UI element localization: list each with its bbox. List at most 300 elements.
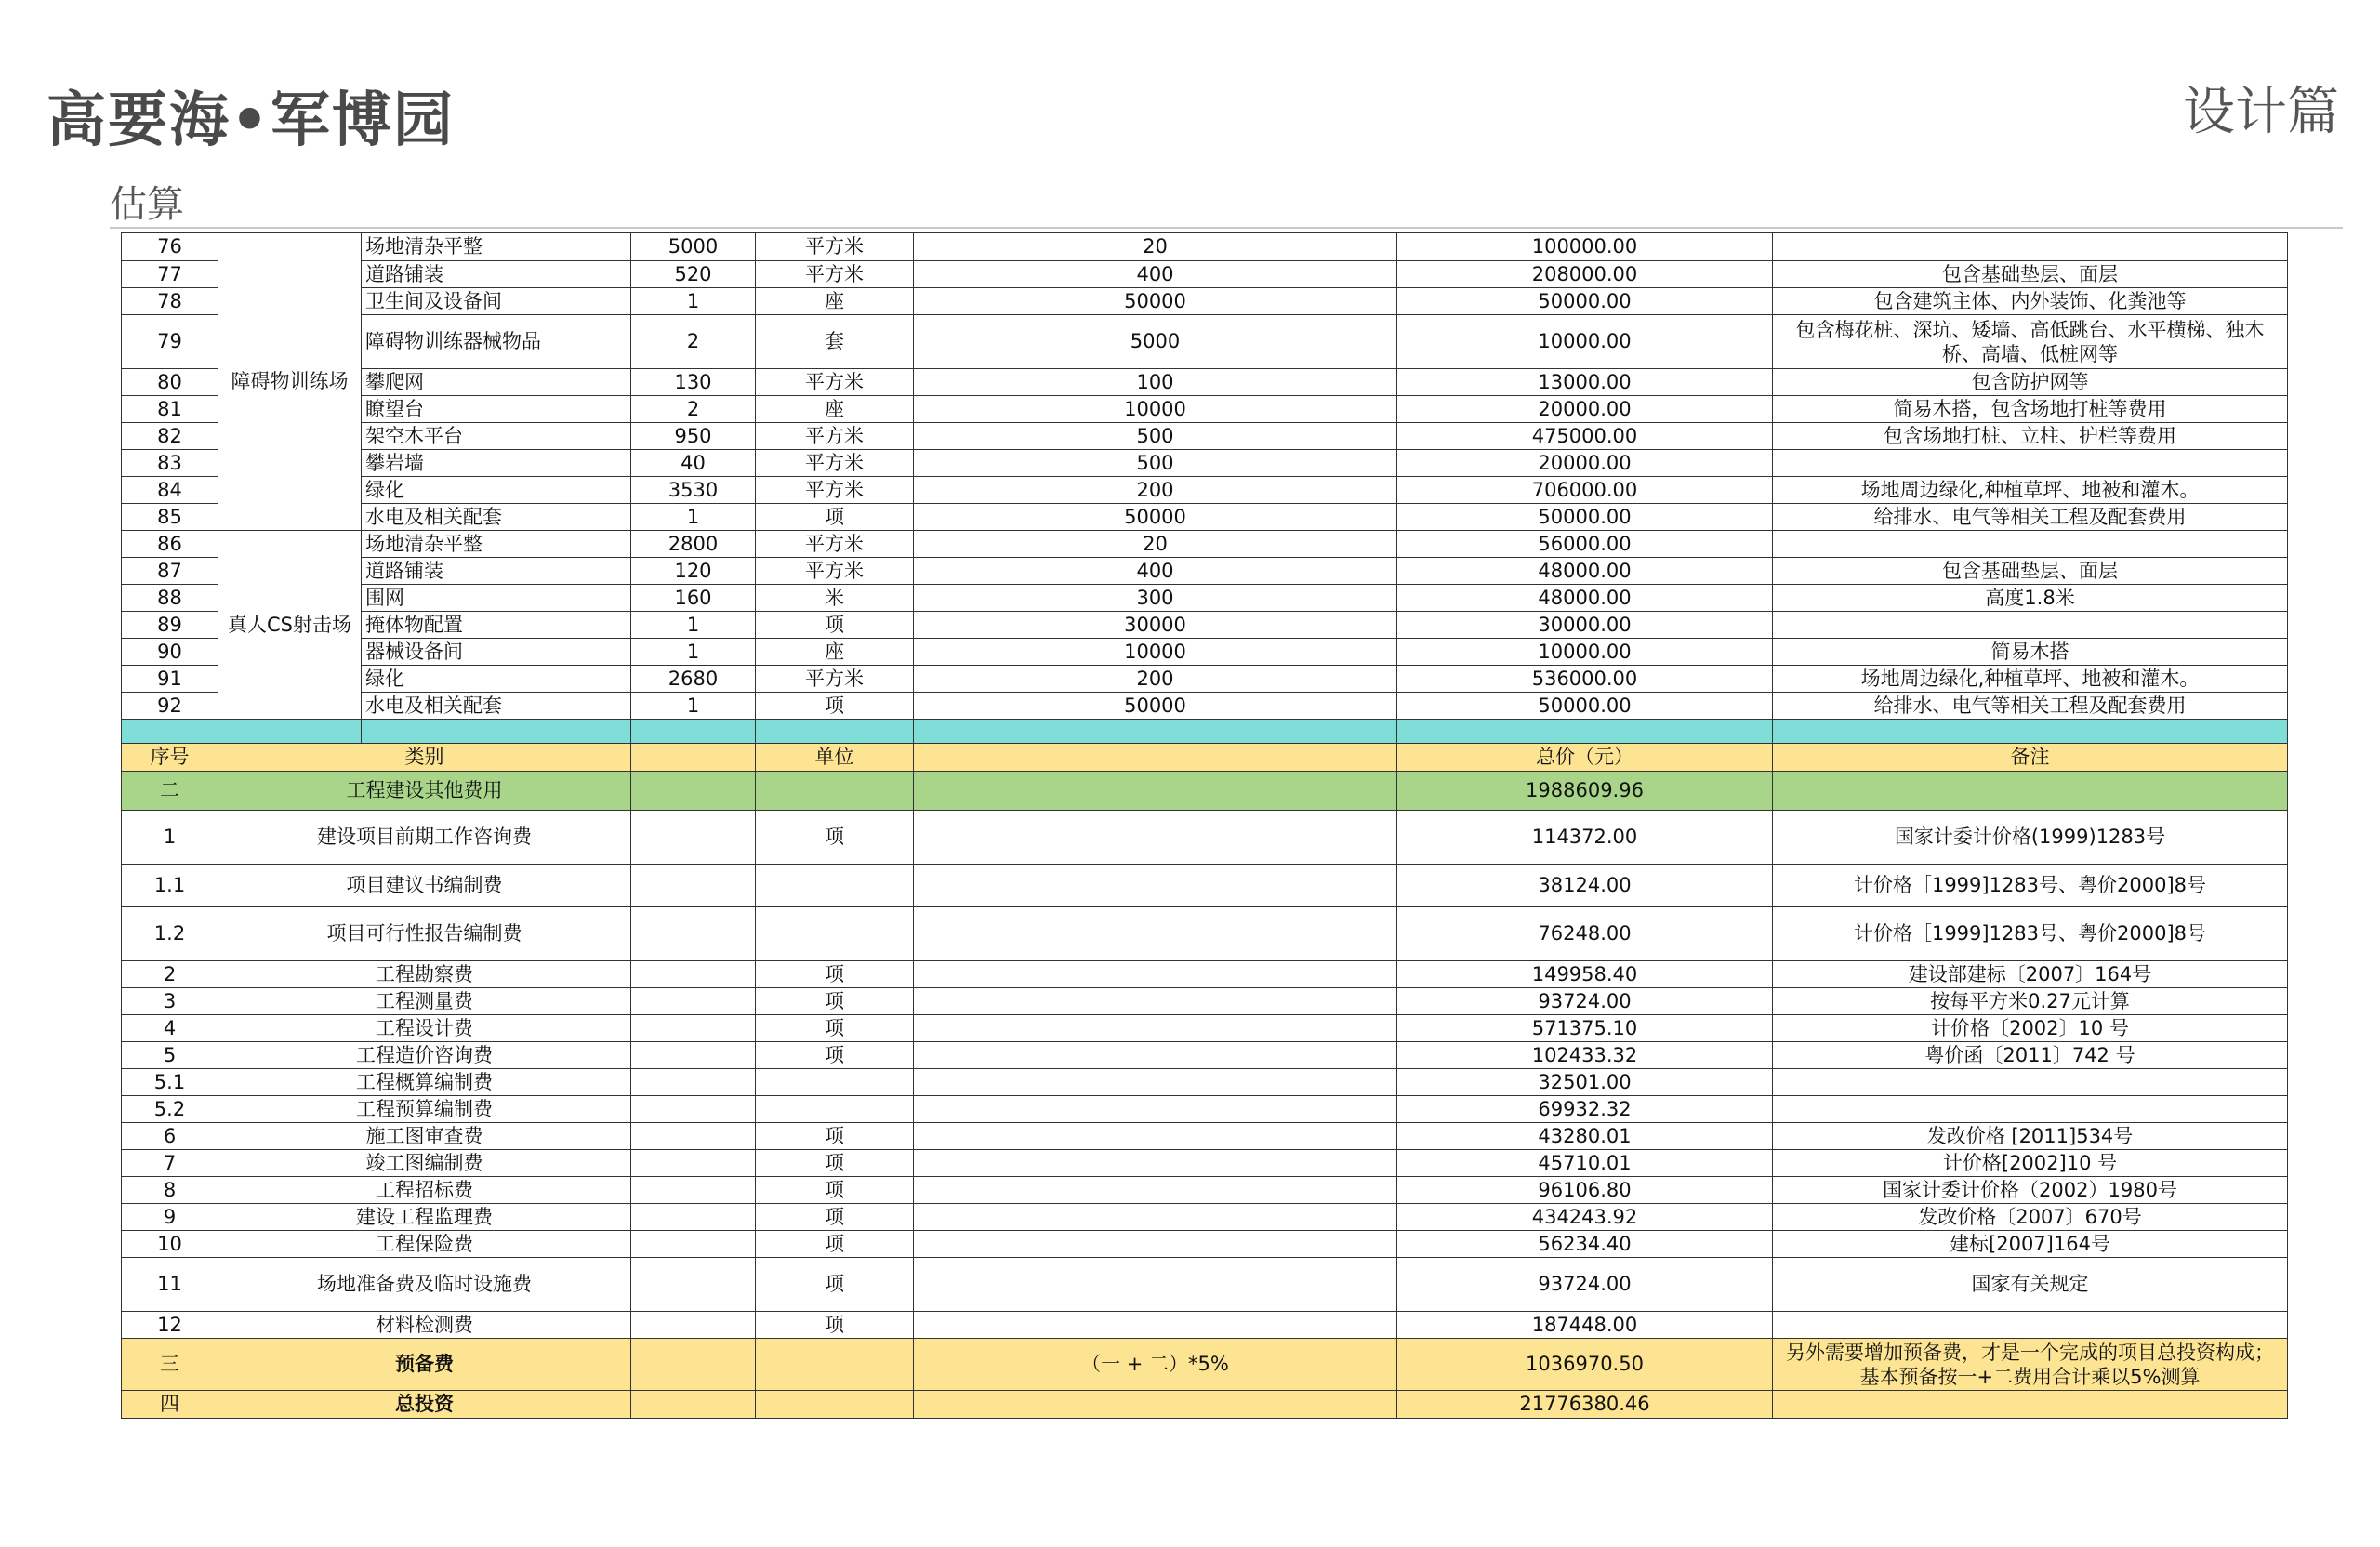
empty-cell xyxy=(914,1391,1397,1419)
empty-cell xyxy=(631,1177,756,1204)
spacer-cell xyxy=(1773,720,2288,744)
unit-cell: 项 xyxy=(756,1258,914,1312)
unit-cell: 座 xyxy=(756,288,914,315)
quantity-cell: 1 xyxy=(631,693,756,720)
quantity-cell: 1 xyxy=(631,288,756,315)
unit-cell xyxy=(756,1096,914,1123)
unit-cell: 平方米 xyxy=(756,233,914,261)
table-row xyxy=(122,720,2288,744)
row-number-cell: 2 xyxy=(122,961,218,988)
unit-cell xyxy=(756,907,914,961)
table-row xyxy=(122,744,2288,772)
item-name-cell: 围网 xyxy=(362,585,631,612)
empty-cell xyxy=(914,1204,1397,1231)
note-cell: 国家计委计价格（2002）1980号 xyxy=(1773,1177,2288,1204)
quantity-cell: 40 xyxy=(631,450,756,477)
title-divider xyxy=(110,227,2343,229)
row-number-cell: 7 xyxy=(122,1150,218,1177)
fee-name-cell: 项目建议书编制费 xyxy=(218,865,631,907)
empty-cell xyxy=(914,1258,1397,1312)
table-row xyxy=(122,1339,2288,1391)
reserve-total: 1036970.50 xyxy=(1397,1339,1773,1391)
note-cell xyxy=(1773,1069,2288,1096)
item-name-cell: 瞭望台 xyxy=(362,396,631,423)
table-row xyxy=(122,477,2288,504)
total-cell: 10000.00 xyxy=(1397,639,1773,666)
table-row xyxy=(122,1042,2288,1069)
total-cell: 10000.00 xyxy=(1397,315,1773,369)
note-cell xyxy=(1773,233,2288,261)
note-cell: 包含梅花桩、深坑、矮墙、高低跳台、水平横梯、独木桥、高墙、低桩网等 xyxy=(1773,315,2288,369)
empty-cell xyxy=(914,1177,1397,1204)
unit-cell: 项 xyxy=(756,811,914,865)
total-cell: 571375.10 xyxy=(1397,1015,1773,1042)
table-row xyxy=(122,666,2288,693)
total-cell: 50000.00 xyxy=(1397,693,1773,720)
section-name: 工程建设其他费用 xyxy=(218,772,631,811)
note-cell: 包含基础垫层、面层 xyxy=(1773,261,2288,288)
total-cell: 48000.00 xyxy=(1397,558,1773,585)
fee-name-cell: 建设工程监理费 xyxy=(218,1204,631,1231)
empty-cell xyxy=(914,1096,1397,1123)
table-row xyxy=(122,558,2288,585)
note-cell: 场地周边绿化,种植草坪、地被和灌木。 xyxy=(1773,666,2288,693)
section-total: 1988609.96 xyxy=(1397,772,1773,811)
note-cell xyxy=(1773,531,2288,558)
empty-cell xyxy=(914,1069,1397,1096)
unit-price-cell: 10000 xyxy=(914,396,1397,423)
brand-title: 高要海•军博园 xyxy=(46,86,455,155)
row-number-cell: 76 xyxy=(122,233,218,261)
unit-cell: 项 xyxy=(756,988,914,1015)
reserve-formula: （一 + 二）*5% xyxy=(914,1339,1397,1391)
fee-name-cell: 工程保险费 xyxy=(218,1231,631,1258)
unit-cell: 平方米 xyxy=(756,666,914,693)
table-row xyxy=(122,531,2288,558)
note-cell: 计价格〔2002〕10 号 xyxy=(1773,1015,2288,1042)
spacer-cell xyxy=(362,720,631,744)
row-number-cell: 1.2 xyxy=(122,907,218,961)
note-cell: 计价格［1999]1283号、粤价2000]8号 xyxy=(1773,865,2288,907)
empty-cell xyxy=(631,1123,756,1150)
empty-cell xyxy=(1773,772,2288,811)
fee-name-cell: 竣工图编制费 xyxy=(218,1150,631,1177)
unit-cell: 座 xyxy=(756,639,914,666)
note-cell xyxy=(1773,1312,2288,1339)
empty-cell xyxy=(631,1042,756,1069)
table-row xyxy=(122,693,2288,720)
unit-cell: 平方米 xyxy=(756,450,914,477)
table-row xyxy=(122,396,2288,423)
row-number-cell: 82 xyxy=(122,423,218,450)
unit-cell: 项 xyxy=(756,1123,914,1150)
unit-cell xyxy=(756,1069,914,1096)
unit-cell: 项 xyxy=(756,1204,914,1231)
unit-cell: 座 xyxy=(756,396,914,423)
empty-cell xyxy=(631,1312,756,1339)
total-cell: 56234.40 xyxy=(1397,1231,1773,1258)
group-cell: 真人CS射击场 xyxy=(218,531,362,720)
quantity-cell: 2 xyxy=(631,315,756,369)
note-cell: 包含基础垫层、面层 xyxy=(1773,558,2288,585)
note-cell xyxy=(1773,1096,2288,1123)
quantity-cell: 520 xyxy=(631,261,756,288)
fee-name-cell: 工程造价咨询费 xyxy=(218,1042,631,1069)
row-number-cell: 78 xyxy=(122,288,218,315)
spacer-cell xyxy=(914,720,1397,744)
table-row xyxy=(122,261,2288,288)
header-total: 总价（元） xyxy=(1397,744,1773,772)
group-cell: 障碍物训练场 xyxy=(218,233,362,531)
empty-cell xyxy=(914,988,1397,1015)
row-number-cell: 5.2 xyxy=(122,1096,218,1123)
empty-cell xyxy=(631,1391,756,1419)
unit-cell: 项 xyxy=(756,1231,914,1258)
note-cell: 建标[2007]164号 xyxy=(1773,1231,2288,1258)
empty-cell xyxy=(1773,1391,2288,1419)
table-row xyxy=(122,961,2288,988)
empty-cell xyxy=(631,1231,756,1258)
note-cell: 国家有关规定 xyxy=(1773,1258,2288,1312)
unit-price-cell: 200 xyxy=(914,477,1397,504)
item-name-cell: 水电及相关配套 xyxy=(362,504,631,531)
quantity-cell: 160 xyxy=(631,585,756,612)
total-cell: 43280.01 xyxy=(1397,1123,1773,1150)
note-cell: 发改价格〔2007〕670号 xyxy=(1773,1204,2288,1231)
table-row xyxy=(122,369,2288,396)
table-row xyxy=(122,288,2288,315)
unit-cell: 平方米 xyxy=(756,531,914,558)
unit-price-cell: 500 xyxy=(914,450,1397,477)
grand-total-value: 21776380.46 xyxy=(1397,1391,1773,1419)
empty-cell xyxy=(914,865,1397,907)
row-number-cell: 6 xyxy=(122,1123,218,1150)
table-row xyxy=(122,1123,2288,1150)
unit-price-cell: 50000 xyxy=(914,504,1397,531)
note-cell: 按每平方米0.27元计算 xyxy=(1773,988,2288,1015)
table-row xyxy=(122,504,2288,531)
section-number: 二 xyxy=(122,772,218,811)
total-cell: 76248.00 xyxy=(1397,907,1773,961)
empty-cell xyxy=(631,1339,756,1391)
quantity-cell: 120 xyxy=(631,558,756,585)
row-number-cell: 5.1 xyxy=(122,1069,218,1096)
unit-cell: 项 xyxy=(756,693,914,720)
item-name-cell: 攀爬网 xyxy=(362,369,631,396)
fee-name-cell: 工程勘察费 xyxy=(218,961,631,988)
quantity-cell: 950 xyxy=(631,423,756,450)
header-empty xyxy=(914,744,1397,772)
header-note: 备注 xyxy=(1773,744,2288,772)
note-cell: 简易木搭，包含场地打桩等费用 xyxy=(1773,396,2288,423)
item-name-cell: 架空木平台 xyxy=(362,423,631,450)
unit-price-cell: 30000 xyxy=(914,612,1397,639)
table-row xyxy=(122,1312,2288,1339)
unit-cell: 项 xyxy=(756,1042,914,1069)
unit-cell: 项 xyxy=(756,1015,914,1042)
note-cell: 高度1.8米 xyxy=(1773,585,2288,612)
total-cell: 38124.00 xyxy=(1397,865,1773,907)
total-cell: 50000.00 xyxy=(1397,504,1773,531)
header-empty xyxy=(631,744,756,772)
empty-cell xyxy=(631,1204,756,1231)
empty-cell xyxy=(756,772,914,811)
unit-price-cell: 20 xyxy=(914,233,1397,261)
row-number-cell: 92 xyxy=(122,693,218,720)
empty-cell xyxy=(756,1339,914,1391)
unit-cell: 项 xyxy=(756,961,914,988)
row-number-cell: 79 xyxy=(122,315,218,369)
row-number-cell: 91 xyxy=(122,666,218,693)
total-cell: 48000.00 xyxy=(1397,585,1773,612)
row-number-cell: 10 xyxy=(122,1231,218,1258)
empty-cell xyxy=(914,1123,1397,1150)
quantity-cell: 130 xyxy=(631,369,756,396)
note-cell: 计价格［1999]1283号、粤价2000]8号 xyxy=(1773,907,2288,961)
table-row xyxy=(122,450,2288,477)
table-row xyxy=(122,772,2288,811)
total-cell: 706000.00 xyxy=(1397,477,1773,504)
fee-name-cell: 施工图审查费 xyxy=(218,1123,631,1150)
fee-name-cell: 工程预算编制费 xyxy=(218,1096,631,1123)
fee-name-cell: 场地准备费及临时设施费 xyxy=(218,1258,631,1312)
note-cell: 建设部建标〔2007〕164号 xyxy=(1773,961,2288,988)
empty-cell xyxy=(631,1069,756,1096)
note-cell: 国家计委计价格(1999)1283号 xyxy=(1773,811,2288,865)
row-number-cell: 4 xyxy=(122,1015,218,1042)
item-name-cell: 攀岩墙 xyxy=(362,450,631,477)
empty-cell xyxy=(914,811,1397,865)
empty-cell xyxy=(631,811,756,865)
note-cell: 粤价函〔2011〕742 号 xyxy=(1773,1042,2288,1069)
unit-price-cell: 200 xyxy=(914,666,1397,693)
empty-cell xyxy=(914,1150,1397,1177)
total-cell: 102433.32 xyxy=(1397,1042,1773,1069)
empty-cell xyxy=(631,1258,756,1312)
row-number-cell: 12 xyxy=(122,1312,218,1339)
table-row xyxy=(122,988,2288,1015)
empty-cell xyxy=(914,1312,1397,1339)
header-unit: 单位 xyxy=(756,744,914,772)
fee-name-cell: 项目可行性报告编制费 xyxy=(218,907,631,961)
empty-cell xyxy=(631,1015,756,1042)
total-cell: 13000.00 xyxy=(1397,369,1773,396)
table-row xyxy=(122,1258,2288,1312)
empty-cell xyxy=(914,1231,1397,1258)
total-cell: 20000.00 xyxy=(1397,396,1773,423)
unit-price-cell: 400 xyxy=(914,558,1397,585)
item-name-cell: 场地清杂平整 xyxy=(362,531,631,558)
fee-name-cell: 工程概算编制费 xyxy=(218,1069,631,1096)
quantity-cell: 2680 xyxy=(631,666,756,693)
total-cell: 93724.00 xyxy=(1397,1258,1773,1312)
note-cell: 计价格[2002]10 号 xyxy=(1773,1150,2288,1177)
table-row xyxy=(122,1177,2288,1204)
empty-cell xyxy=(631,988,756,1015)
quantity-cell: 2 xyxy=(631,396,756,423)
fee-name-cell: 工程招标费 xyxy=(218,1177,631,1204)
unit-cell: 米 xyxy=(756,585,914,612)
table-row xyxy=(122,1231,2288,1258)
row-number-cell: 83 xyxy=(122,450,218,477)
row-number-cell: 80 xyxy=(122,369,218,396)
item-name-cell: 绿化 xyxy=(362,477,631,504)
empty-cell xyxy=(631,865,756,907)
section-title: 设计篇 xyxy=(2183,82,2339,142)
section-number: 三 xyxy=(122,1339,218,1391)
empty-cell xyxy=(631,1150,756,1177)
fee-name-cell: 建设项目前期工作咨询费 xyxy=(218,811,631,865)
total-cell: 30000.00 xyxy=(1397,612,1773,639)
note-cell: 简易木搭 xyxy=(1773,639,2288,666)
row-number-cell: 3 xyxy=(122,988,218,1015)
spacer-cell xyxy=(122,720,218,744)
header-category: 类别 xyxy=(218,744,631,772)
table-row xyxy=(122,639,2288,666)
empty-cell xyxy=(914,772,1397,811)
row-number-cell: 89 xyxy=(122,612,218,639)
table-row xyxy=(122,1391,2288,1419)
unit-price-cell: 20 xyxy=(914,531,1397,558)
unit-cell: 套 xyxy=(756,315,914,369)
row-number-cell: 1.1 xyxy=(122,865,218,907)
empty-cell xyxy=(631,1096,756,1123)
estimate-table xyxy=(121,232,2288,1419)
unit-price-cell: 400 xyxy=(914,261,1397,288)
row-number-cell: 84 xyxy=(122,477,218,504)
unit-cell xyxy=(756,865,914,907)
reserve-name: 预备费 xyxy=(218,1339,631,1391)
grand-total-name: 总投资 xyxy=(218,1391,631,1419)
table-row xyxy=(122,811,2288,865)
note-cell: 包含建筑主体、内外装饰、化粪池等 xyxy=(1773,288,2288,315)
total-cell: 536000.00 xyxy=(1397,666,1773,693)
unit-price-cell: 5000 xyxy=(914,315,1397,369)
row-number-cell: 90 xyxy=(122,639,218,666)
table-row xyxy=(122,423,2288,450)
empty-cell xyxy=(914,907,1397,961)
fee-name-cell: 工程测量费 xyxy=(218,988,631,1015)
row-number-cell: 88 xyxy=(122,585,218,612)
empty-cell xyxy=(914,1015,1397,1042)
empty-cell xyxy=(631,907,756,961)
empty-cell xyxy=(756,1391,914,1419)
total-cell: 149958.40 xyxy=(1397,961,1773,988)
item-name-cell: 掩体物配置 xyxy=(362,612,631,639)
total-cell: 32501.00 xyxy=(1397,1069,1773,1096)
unit-cell: 项 xyxy=(756,504,914,531)
item-name-cell: 卫生间及设备间 xyxy=(362,288,631,315)
total-cell: 56000.00 xyxy=(1397,531,1773,558)
item-name-cell: 场地清杂平整 xyxy=(362,233,631,261)
total-cell: 114372.00 xyxy=(1397,811,1773,865)
unit-cell: 平方米 xyxy=(756,261,914,288)
note-cell: 发改价格 [2011]534号 xyxy=(1773,1123,2288,1150)
empty-cell xyxy=(631,772,756,811)
section-number: 四 xyxy=(122,1391,218,1419)
table-row xyxy=(122,233,2288,261)
item-name-cell: 障碍物训练器械物品 xyxy=(362,315,631,369)
row-number-cell: 87 xyxy=(122,558,218,585)
row-number-cell: 81 xyxy=(122,396,218,423)
item-name-cell: 道路铺装 xyxy=(362,558,631,585)
unit-cell: 平方米 xyxy=(756,477,914,504)
note-cell xyxy=(1773,612,2288,639)
quantity-cell: 1 xyxy=(631,612,756,639)
total-cell: 20000.00 xyxy=(1397,450,1773,477)
unit-price-cell: 500 xyxy=(914,423,1397,450)
unit-cell: 项 xyxy=(756,612,914,639)
row-number-cell: 8 xyxy=(122,1177,218,1204)
item-name-cell: 器械设备间 xyxy=(362,639,631,666)
page-subtitle: 估算 xyxy=(110,183,184,226)
total-cell: 45710.01 xyxy=(1397,1150,1773,1177)
note-cell: 包含场地打桩、立柱、护栏等费用 xyxy=(1773,423,2288,450)
quantity-cell: 3530 xyxy=(631,477,756,504)
unit-price-cell: 100 xyxy=(914,369,1397,396)
row-number-cell: 77 xyxy=(122,261,218,288)
reserve-note: 另外需要增加预备费，才是一个完成的项目总投资构成；基本预备按一+二费用合计乘以5%测算 xyxy=(1773,1339,2288,1391)
unit-cell: 项 xyxy=(756,1177,914,1204)
table-row xyxy=(122,1015,2288,1042)
quantity-cell: 5000 xyxy=(631,233,756,261)
note-cell: 场地周边绿化,种植草坪、地被和灌木。 xyxy=(1773,477,2288,504)
quantity-cell: 2800 xyxy=(631,531,756,558)
header-number: 序号 xyxy=(122,744,218,772)
total-cell: 208000.00 xyxy=(1397,261,1773,288)
spacer-cell xyxy=(1397,720,1773,744)
empty-cell xyxy=(631,961,756,988)
empty-cell xyxy=(914,1042,1397,1069)
unit-price-cell: 50000 xyxy=(914,693,1397,720)
row-number-cell: 85 xyxy=(122,504,218,531)
total-cell: 69932.32 xyxy=(1397,1096,1773,1123)
unit-price-cell: 10000 xyxy=(914,639,1397,666)
total-cell: 93724.00 xyxy=(1397,988,1773,1015)
quantity-cell: 1 xyxy=(631,639,756,666)
unit-price-cell: 300 xyxy=(914,585,1397,612)
quantity-cell: 1 xyxy=(631,504,756,531)
table-row xyxy=(122,1150,2288,1177)
total-cell: 475000.00 xyxy=(1397,423,1773,450)
table-row xyxy=(122,907,2288,961)
table-row xyxy=(122,1204,2288,1231)
total-cell: 100000.00 xyxy=(1397,233,1773,261)
table-row xyxy=(122,585,2288,612)
spacer-cell xyxy=(756,720,914,744)
note-cell: 给排水、电气等相关工程及配套费用 xyxy=(1773,693,2288,720)
row-number-cell: 86 xyxy=(122,531,218,558)
row-number-cell: 5 xyxy=(122,1042,218,1069)
table-row xyxy=(122,865,2288,907)
spacer-cell xyxy=(218,720,362,744)
unit-cell: 项 xyxy=(756,1312,914,1339)
unit-cell: 平方米 xyxy=(756,369,914,396)
row-number-cell: 9 xyxy=(122,1204,218,1231)
empty-cell xyxy=(914,961,1397,988)
total-cell: 50000.00 xyxy=(1397,288,1773,315)
total-cell: 187448.00 xyxy=(1397,1312,1773,1339)
item-name-cell: 绿化 xyxy=(362,666,631,693)
row-number-cell: 1 xyxy=(122,811,218,865)
total-cell: 96106.80 xyxy=(1397,1177,1773,1204)
table-row xyxy=(122,315,2288,369)
note-cell: 包含防护网等 xyxy=(1773,369,2288,396)
table-row xyxy=(122,1096,2288,1123)
table-row xyxy=(122,612,2288,639)
fee-name-cell: 材料检测费 xyxy=(218,1312,631,1339)
item-name-cell: 水电及相关配套 xyxy=(362,693,631,720)
